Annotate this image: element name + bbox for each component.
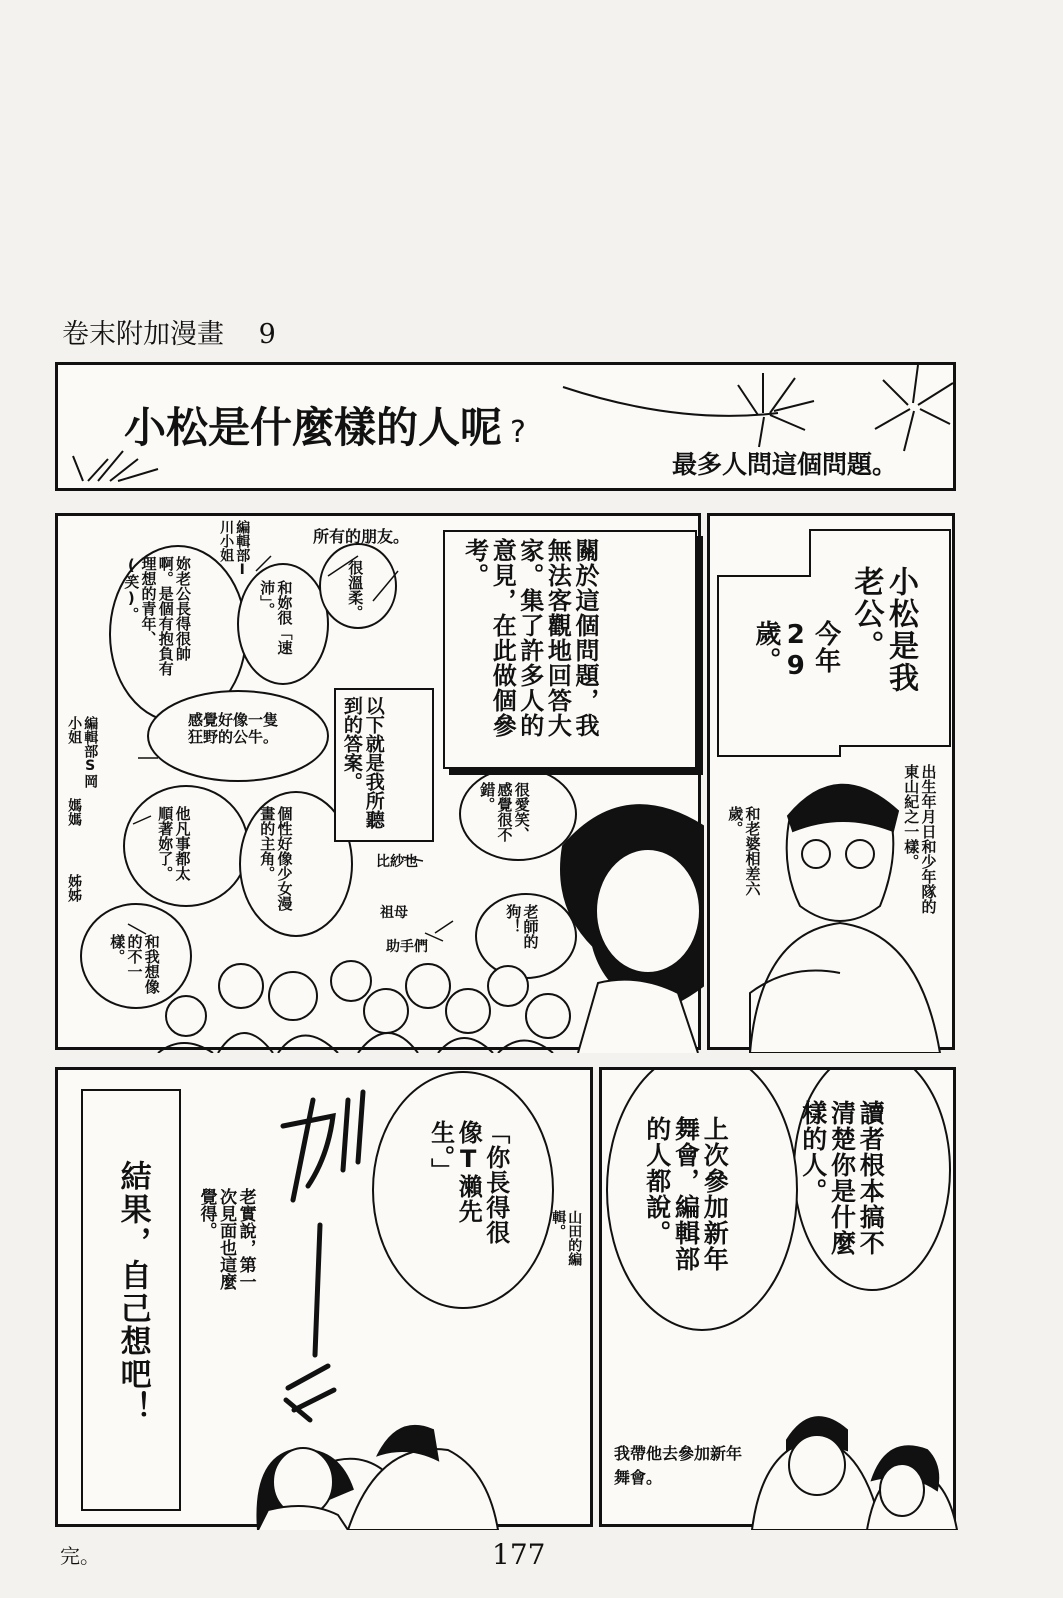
title-panel [55, 362, 956, 491]
quote-text: 「你長得很像T瀨先生。」 [426, 1120, 510, 1245]
answer-text: 以下就是我所聽到的答案。 [340, 696, 385, 829]
label-sister: 姊姊 [66, 874, 83, 902]
newyear-bubble-editors: 上次參加新年舞會，編輯部的人都說。 [642, 1116, 730, 1272]
sfx-gaan [208, 1100, 211, 1101]
panel-opinions [55, 513, 701, 1050]
yamada-label: 山田的編輯。 [550, 1210, 583, 1266]
title-text: 小松是什麼樣的人呢 ? [124, 403, 526, 452]
intro-age: 今年29歲。 [750, 620, 841, 682]
bubble-smile: 很愛笑、感覺很不錯。 [478, 782, 531, 842]
bubble-dog: 老師的狗！ [504, 904, 540, 949]
newyear-bottom-text: 我帶他去參加新年舞會。 [614, 1444, 743, 1487]
label-grandma: 祖母 [380, 905, 408, 921]
section-number: 9 [258, 319, 276, 350]
end-mark: 完。 [60, 1544, 100, 1568]
section-header [62, 312, 276, 351]
subtitle-text: 最多人問這個問題。 [672, 450, 898, 479]
newyear-bubble-readers: 讀者根本搞不清楚你是什麼樣的人。 [798, 1100, 886, 1256]
intro-narration: 小松是我老公。 [848, 566, 918, 694]
page-number: 177 [492, 1538, 546, 1571]
bubble-different: 和我想像的不一樣。 [108, 934, 161, 994]
bubble-obedient: 他凡事都太順著妳了。 [156, 806, 192, 881]
bubble-gentle: 很溫柔。 [346, 560, 365, 620]
narration-text: 關於這個問題，我無法客觀地回答大家。集了許多人的意見，在此做個參考。 [460, 538, 599, 738]
bubble-bull: 感覺好像一隻狂野的公牛。 [188, 711, 279, 747]
bubble-shoujo: 個性好像少女漫畫的主角。 [258, 806, 294, 911]
label-hisako: 比紗也 [376, 854, 418, 870]
intro-note-birthday: 出生年月日和少年隊的東山紀之一樣。 [902, 764, 938, 914]
panel-newyear [599, 1067, 956, 1527]
label-all-friends: 所有的朋友。 [313, 527, 410, 546]
conclusion-text: 結果，自己想吧！ [114, 1160, 151, 1424]
panel-intro [707, 513, 955, 1050]
section-title: 卷末附加漫畫 [62, 319, 224, 350]
bubble-supei: 和妳很「速沛」。 [258, 580, 294, 655]
intro-note-age-gap: 和老婆相差六歲。 [726, 806, 762, 896]
thought-text: 老實說，第一次見面也這麼覺得。 [196, 1188, 256, 1290]
label-mom: 媽媽 [66, 798, 83, 826]
label-assistants: 助手們 [386, 939, 428, 955]
label-editor-i: 編輯部I川小姐 [218, 520, 251, 578]
label-editor-s: 編輯部S岡小姐 [66, 716, 99, 788]
bubble-handsome: 妳老公長得很帥啊。是個有抱負有理想的青年、(笑)。 [122, 556, 192, 676]
panel-conclusion [55, 1067, 593, 1527]
